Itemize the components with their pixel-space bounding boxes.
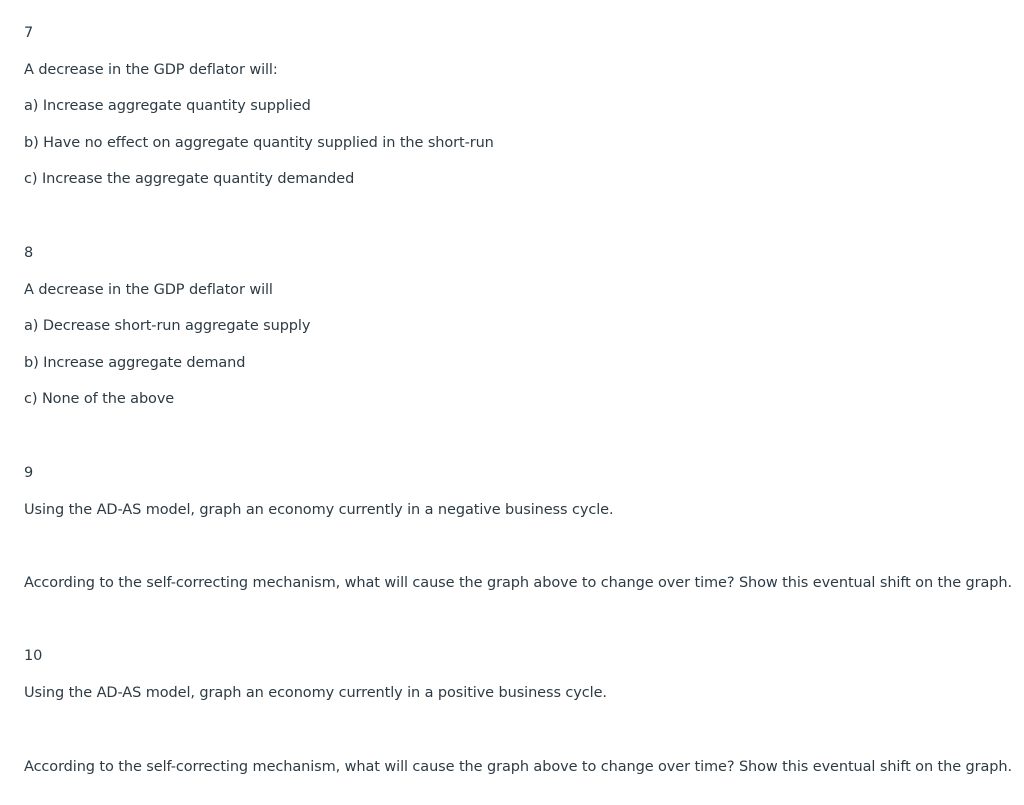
question-7-option-c: c) Increase the aggregate quantity demanded <box>24 171 355 187</box>
question-8-prompt: A decrease in the GDP deflator will <box>24 282 273 298</box>
question-8-option-b: b) Increase aggregate demand <box>24 355 246 371</box>
question-8-number: 8 <box>24 245 34 261</box>
question-7-prompt: A decrease in the GDP deflator will: <box>24 62 278 78</box>
question-9-number: 9 <box>24 465 34 481</box>
question-9-followup: According to the self-correcting mechanism, what will cause the graph above to change over time? Show this eventual shift on the graph. <box>24 575 1013 591</box>
question-10-prompt: Using the AD-AS model, graph an economy currently in a positive business cycle. <box>24 685 607 701</box>
question-8-option-c: c) None of the above <box>24 391 175 407</box>
question-10-followup: According to the self-correcting mechanism, what will cause the graph above to change over time? Show this eventual shift on the graph. <box>24 759 1013 775</box>
question-9-prompt: Using the AD-AS model, graph an economy currently in a negative business cycle. <box>24 502 614 518</box>
question-7-option-b: b) Have no effect on aggregate quantity supplied in the short-run <box>24 135 494 151</box>
question-7-option-a: a) Increase aggregate quantity supplied <box>24 98 311 114</box>
question-10-number: 10 <box>24 648 43 664</box>
question-8-option-a: a) Decrease short-run aggregate supply <box>24 318 311 334</box>
question-7-number: 7 <box>24 25 34 41</box>
